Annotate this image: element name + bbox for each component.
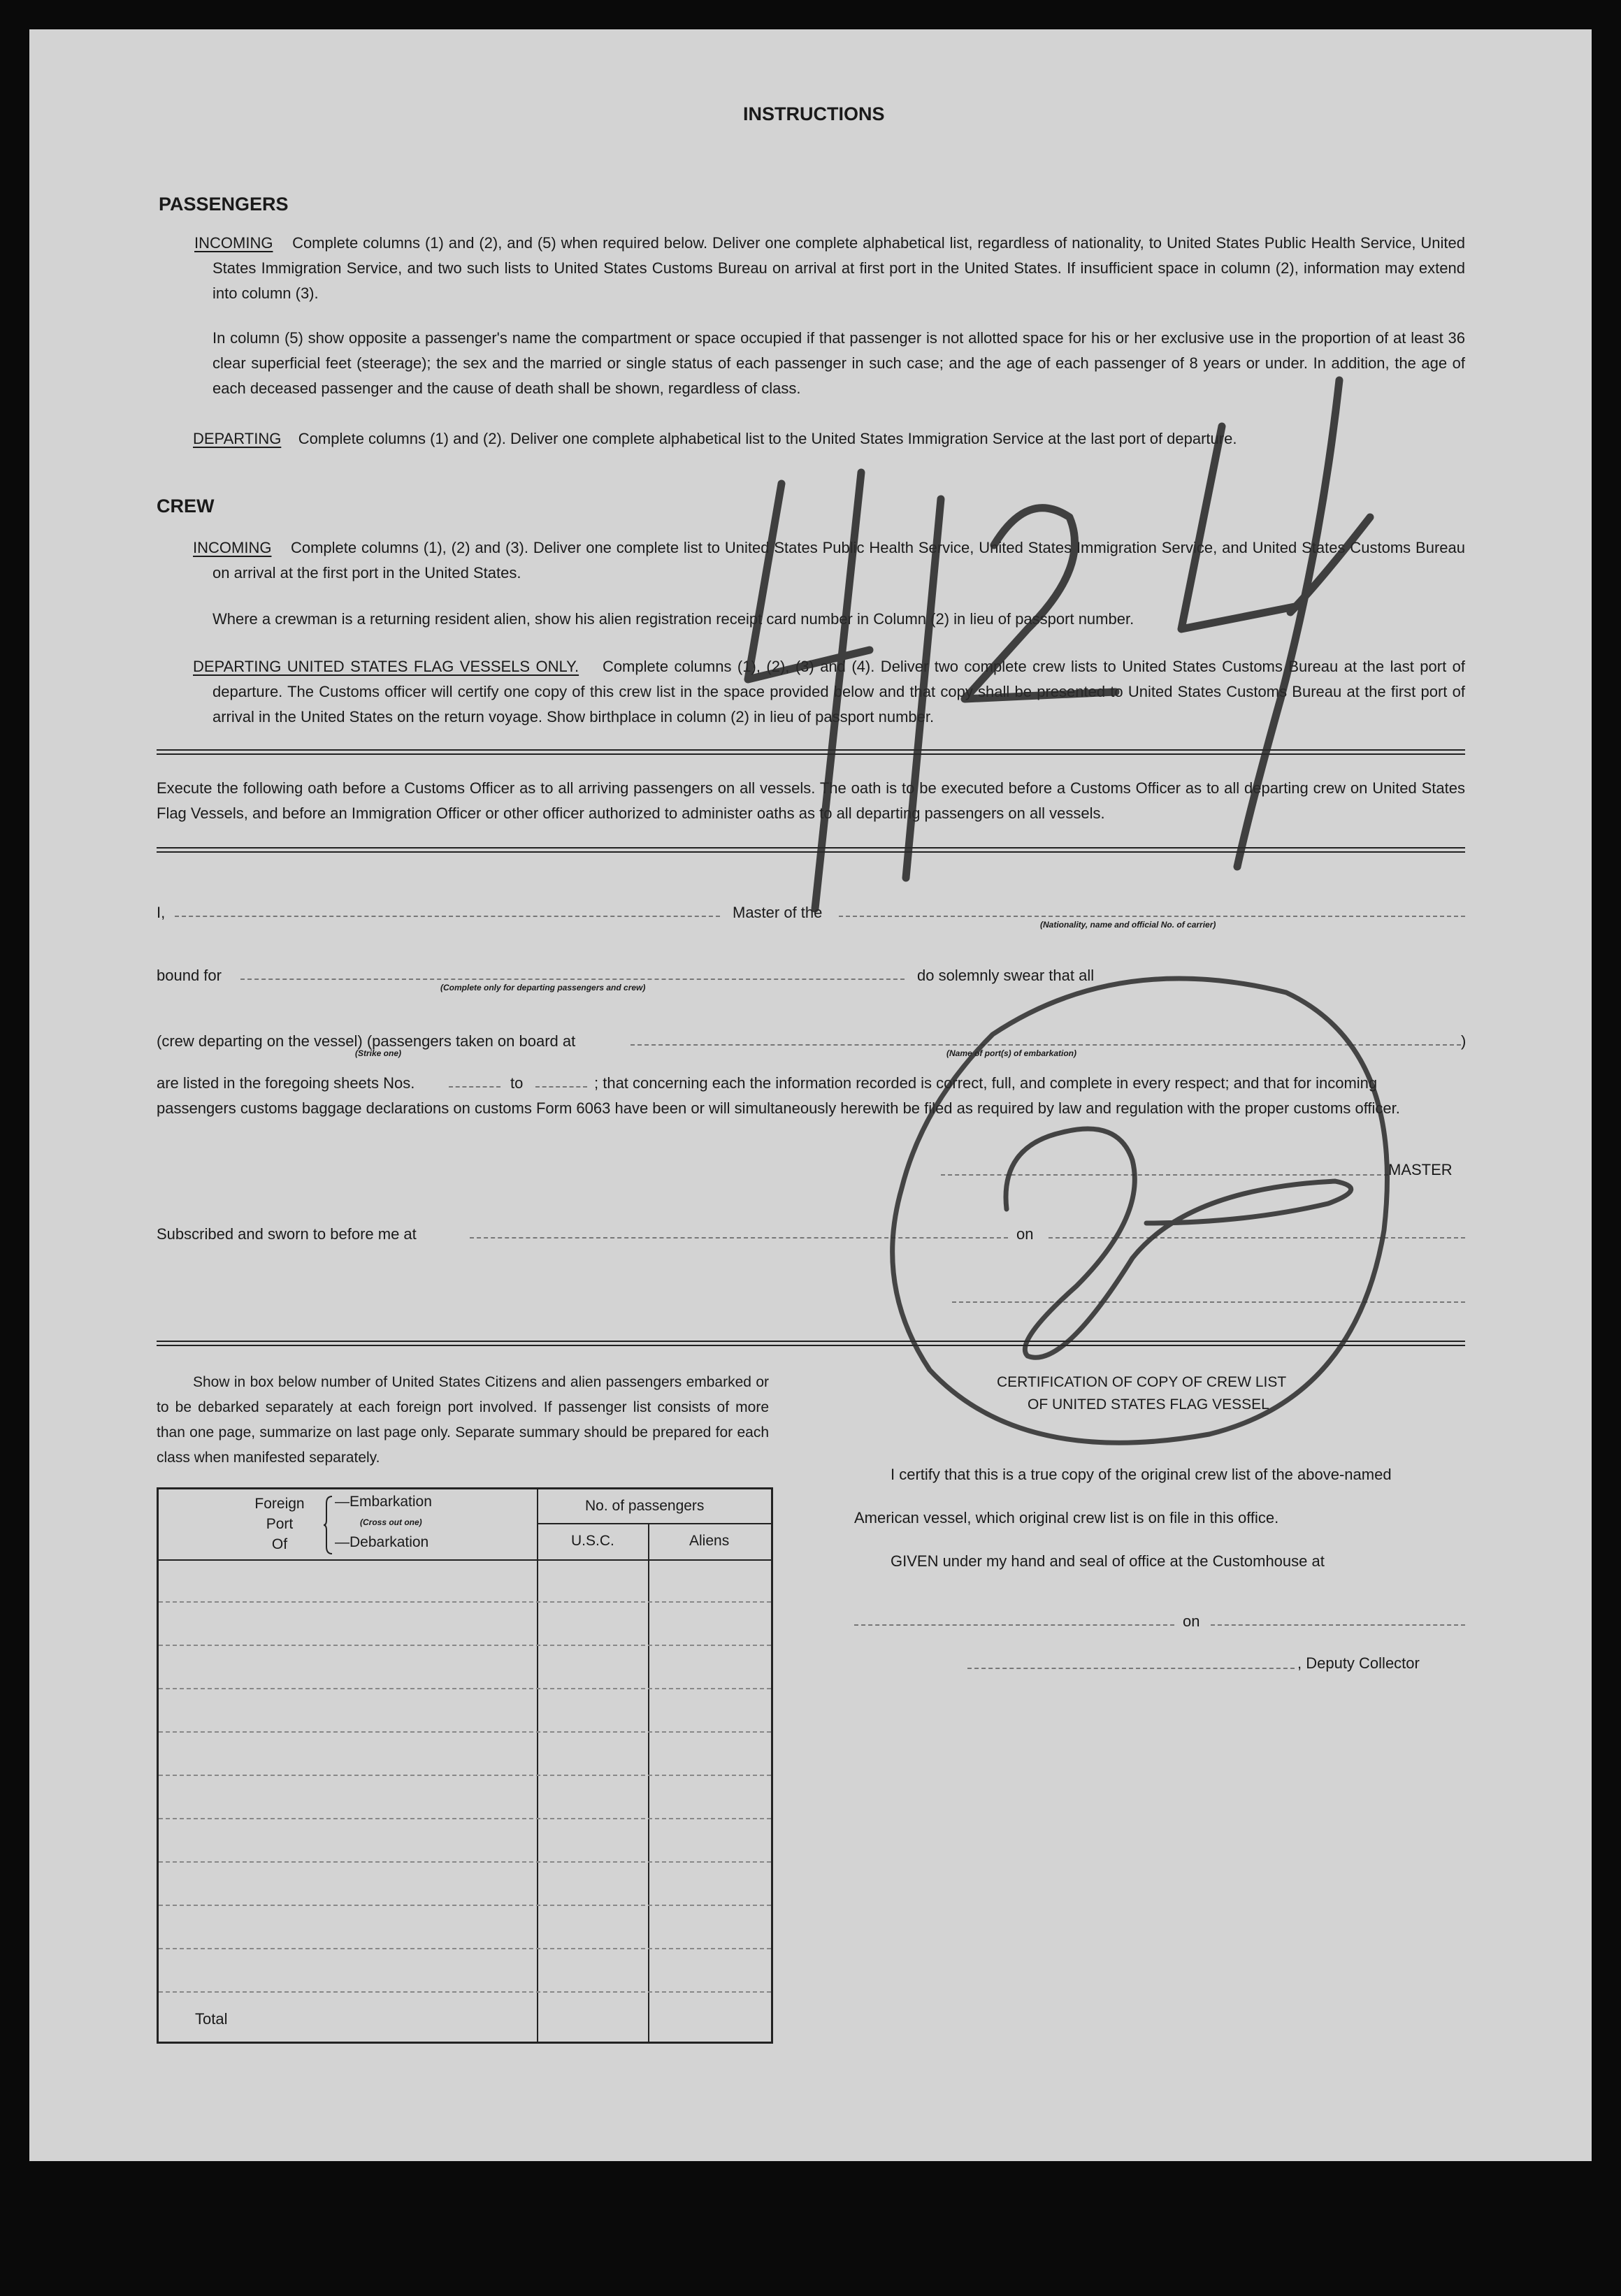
page-title: INSTRUCTIONS (743, 103, 885, 124)
nationality-note: (Nationality, name and official No. of carrier) (1040, 920, 1216, 930)
passengers-incoming-label: INCOMING (194, 234, 273, 252)
to-label: to (510, 1074, 524, 1092)
no-of-passengers-header: No. of passengers (585, 1498, 705, 1514)
certify-text: I certify that this is a true copy of the original crew list of the above-named (891, 1466, 1392, 1483)
subscribed-label: Subscribed and sworn to before me at (157, 1225, 417, 1243)
swear-label: do solemnly swear that all (917, 967, 1095, 984)
bound-for-label: bound for (157, 967, 222, 984)
close-paren: ) (1461, 1032, 1467, 1050)
certification-title-1: CERTIFICATION OF COPY OF CREW LIST (997, 1374, 1287, 1390)
passengers-heading: PASSENGERS (159, 194, 289, 215)
aliens-header: Aliens (689, 1533, 730, 1549)
cross-out-note: (Cross out one) (360, 1517, 422, 1527)
crew-passengers-label: (crew departing on the vessel) (passengers taken on board at (157, 1032, 576, 1050)
crew-departing-text: Complete columns (1), (2), (3) and (4). Deliver two complete crew lists to United States Customs Bureau at the last port of departure. The Customs officer will certify one copy of this crew list in the space provided below and that copy shall be presented to United States Customs Bureau at the first port of arrival in the United States on the return voyage. Show birthplace in column (2) in lieu of passport number. (212, 658, 1465, 725)
debarkation-option: —Debarkation (335, 1534, 429, 1550)
american-vessel-text: American vessel, which original crew list is on file in this office. (854, 1509, 1279, 1526)
listed-prefix: are listed in the foregoing sheets Nos. (157, 1074, 415, 1092)
port-note: (Name of port(s) of embarkation) (946, 1048, 1077, 1058)
strike-note: (Strike one) (355, 1048, 402, 1058)
passengers-departing-text: Complete columns (1) and (2). Deliver one complete alphabetical list to the United States Immigration Service at the last port of departure. (298, 430, 1237, 447)
certification-on-label: on (1183, 1612, 1200, 1630)
deputy-collector-label: , Deputy Collector (1297, 1654, 1420, 1672)
passengers-column5-paragraph: In column (5) show opposite a passenger's name the compartment or space occupied if that passenger is not allotted space for his or her exclusive use in the proportion of at least 36 clear superficial feet (steerage); the sex and the married or single status of each passenger in such case; and the age of each passenger of 8 years or under. In addition, the age of each deceased passenger and the cause of death shall be shown, regardless of class. (212, 329, 1465, 397)
listed-text-2: passengers customs baggage declarations on customs Form 6063 have been or will simultaneously herewith be filed as required by law and regulation with the proper customs officer. (157, 1099, 1400, 1117)
embarkation-option: —Embarkation (335, 1494, 432, 1510)
complete-note: (Complete only for departing passengers and crew) (440, 983, 646, 992)
master-of-label: Master of the (733, 904, 823, 921)
passengers-incoming-text: Complete columns (1) and (2), and (5) when required below. Deliver one complete alphabetical list, regardless of nationality, to United States Public Health Service, United States Immigration Service, and two such lists to United States Customs Bureau on arrival at first port in the United States. If insufficient space in column (2), information may extend into column (3). (212, 234, 1465, 302)
given-text: GIVEN under my hand and seal of office at the Customhouse at (891, 1552, 1325, 1570)
oath-i-label: I, (157, 904, 166, 921)
listed-text: ; that concerning each the information recorded is correct, full, and complete in every respect; and that for incoming (594, 1074, 1378, 1092)
usc-header: U.S.C. (571, 1533, 614, 1549)
summary-instructions: Show in box below number of United States Citizens and alien passengers embarked or to be debarked separately at each foreign port involved. If passenger list consists of more than one page, summarize on last page only. Separate summary should be prepared for each class when manifested separately. (157, 1374, 769, 1466)
oath-intro: Execute the following oath before a Customs Officer as to all arriving passengers on all vessels. The oath is to be executed before a Customs Officer as to all departing crew on United States Flag Vessels, and before an Immigration Officer or other officer authorized to administer oaths as to all departing passengers on all vessels. (157, 779, 1465, 822)
crew-heading: CREW (157, 496, 215, 517)
certification-title-2: OF UNITED STATES FLAG VESSEL (1028, 1396, 1269, 1413)
master-label: MASTER (1388, 1161, 1453, 1178)
passengers-departing-label: DEPARTING (193, 430, 282, 447)
crew-incoming-label: INCOMING (193, 539, 272, 556)
crew-incoming-text: Complete columns (1), (2) and (3). Deliver one complete list to United States Public Health Service, United States Immigration Service, and United States Customs Bureau on arrival at the first port in the United States. (212, 539, 1465, 582)
crew-departing-label: DEPARTING UNITED STATES FLAG VESSELS ONLY. (193, 658, 579, 675)
total-label: Total (195, 2010, 228, 2028)
foreign-port-label: Foreign Port Of (254, 1496, 305, 1552)
sworn-on-label: on (1016, 1225, 1034, 1243)
crew-resident-paragraph: Where a crewman is a returning resident alien, show his alien registration receipt card number in Column (2) in lieu of passport number. (212, 610, 1134, 628)
